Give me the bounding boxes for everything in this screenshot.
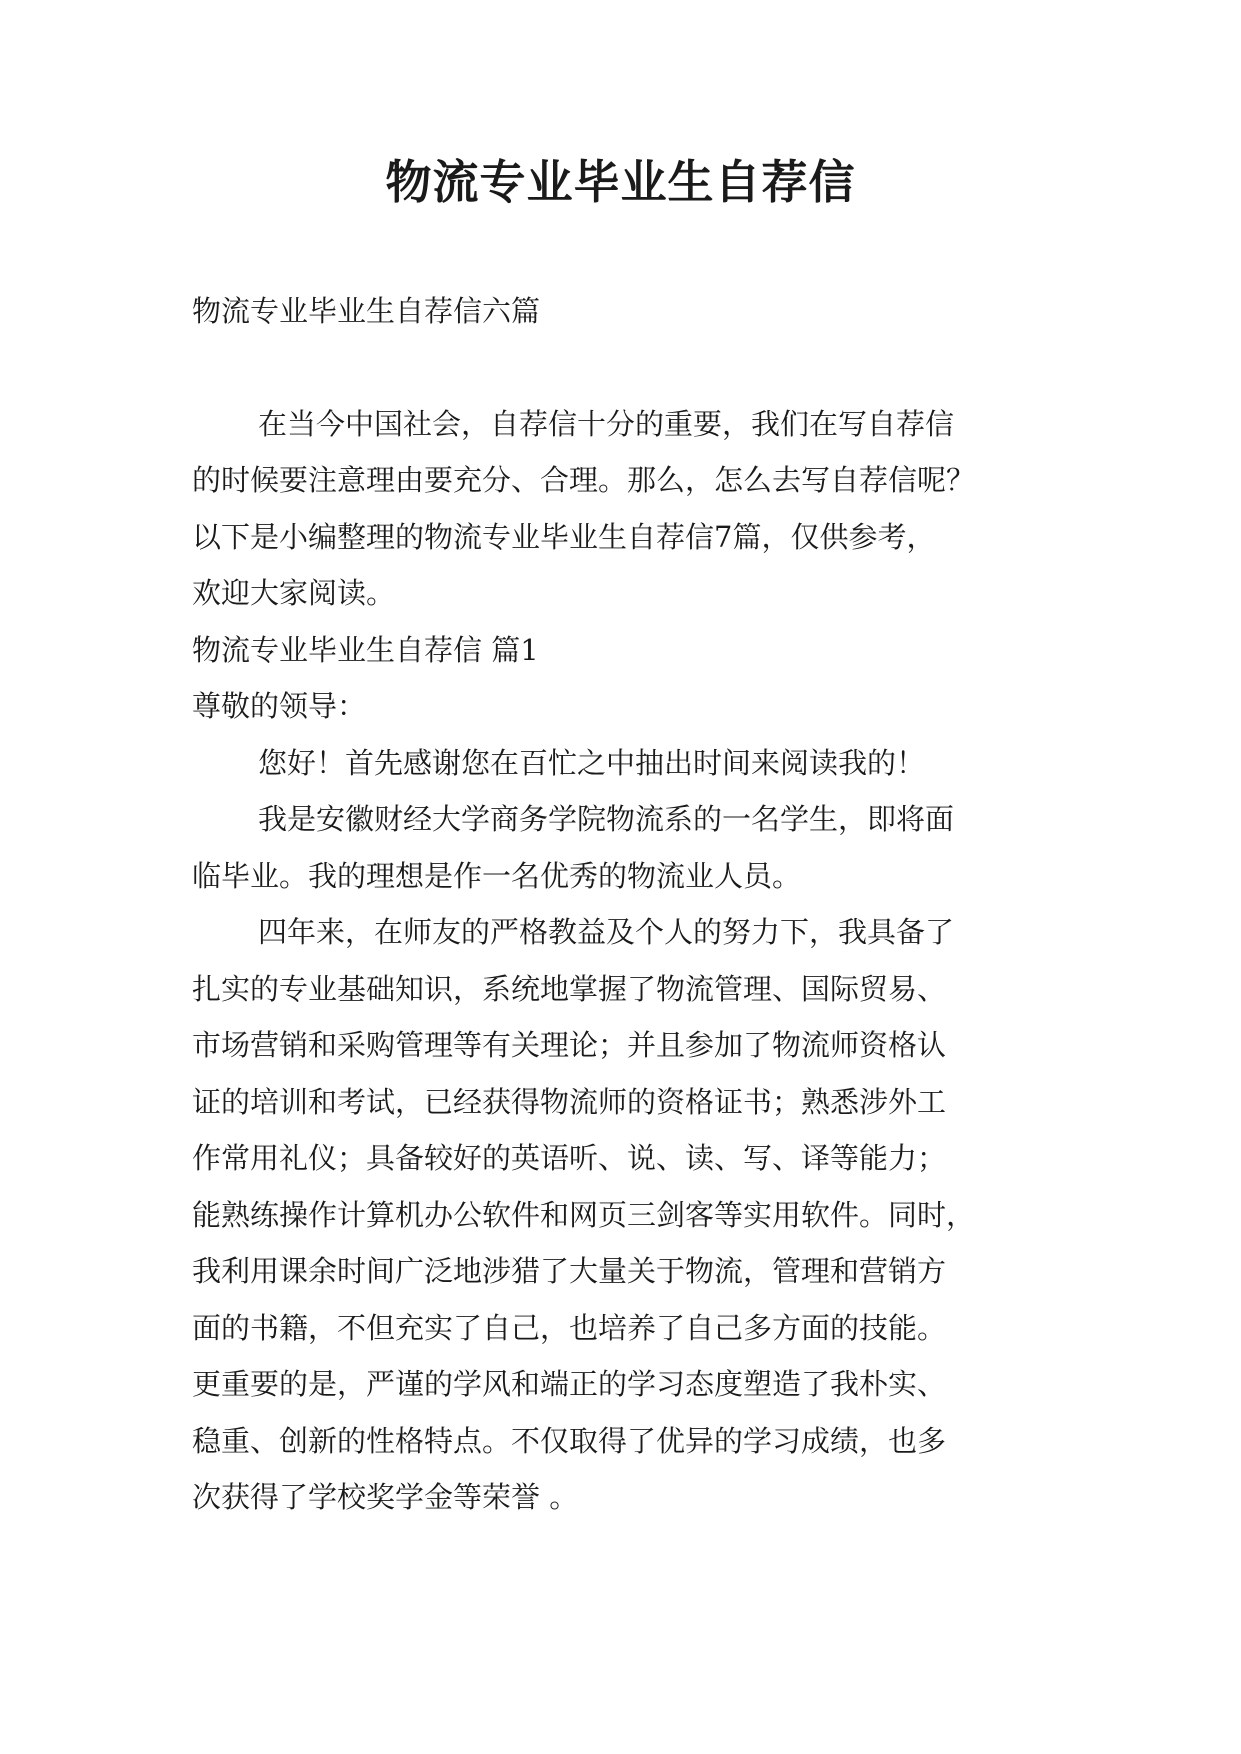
greeting: 您好！首先感谢您在百忙之中抽出时间来阅读我的！ — [258, 745, 926, 780]
intro-line: 以下是小编整理的物流专业毕业生自荐信7篇，仅供参考， — [192, 519, 936, 554]
paragraph-line: 稳重、创新的性格特点。不仅取得了优异的学习成绩，也多 — [192, 1423, 947, 1458]
salutation: 尊敬的领导： — [192, 689, 367, 723]
intro-paragraph — [192, 396, 1062, 622]
intro-line: 欢迎大家阅读。 — [192, 576, 396, 610]
paragraph-line: 临毕业。我的理想是作一名优秀的物流业人员。 — [192, 858, 802, 893]
paragraph-line: 证的培训和考试，已经获得物流师的资格证书；熟悉涉外工 — [192, 1084, 947, 1119]
paragraph-1 — [192, 791, 1062, 904]
section-heading: 物流专业毕业生自荐信 篇1 — [192, 632, 539, 667]
document-body — [192, 283, 1062, 1526]
document-subtitle: 物流专业毕业生自荐信六篇 — [192, 294, 541, 328]
paragraph-line: 次获得了学校奖学金等荣誉 。 — [192, 1480, 579, 1514]
paragraph-line: 我利用课余时间广泛地涉猎了大量关于物流，管理和营销方 — [192, 1254, 947, 1288]
document-title: 物流专业毕业生自荐信 — [385, 155, 856, 209]
paragraph-line: 扎实的专业基础知识，系统地掌握了物流管理、国际贸易、 — [192, 971, 947, 1006]
paragraph-line: 我是安徽财经大学商务学院物流系的一名学生，即将面 — [258, 802, 955, 836]
paragraph-line: 四年来，在师友的严格教益及个人的努力下，我具备了 — [258, 915, 955, 949]
paragraph-2 — [192, 904, 1062, 1526]
paragraph-line: 面的书籍，不但充实了自己，也培养了自己多方面的技能。 — [192, 1310, 947, 1345]
paragraph-line: 作常用礼仪；具备较好的英语听、说、读、写、译等能力； — [192, 1141, 947, 1175]
paragraph-line: 更重要的是，严谨的学风和端正的学习态度塑造了我朴实、 — [192, 1367, 947, 1401]
intro-line: 在当今中国社会，自荐信十分的重要，我们在写自荐信 — [258, 406, 955, 441]
intro-line: 的时候要注意理由要充分、合理。那么，怎么去写自荐信呢？ — [192, 463, 976, 497]
paragraph-line: 市场营销和采购管理等有关理论；并且参加了物流师资格认 — [192, 1028, 947, 1062]
paragraph-line: 能熟练操作计算机办公软件和网页三剑客等实用软件。同时， — [192, 1197, 976, 1232]
